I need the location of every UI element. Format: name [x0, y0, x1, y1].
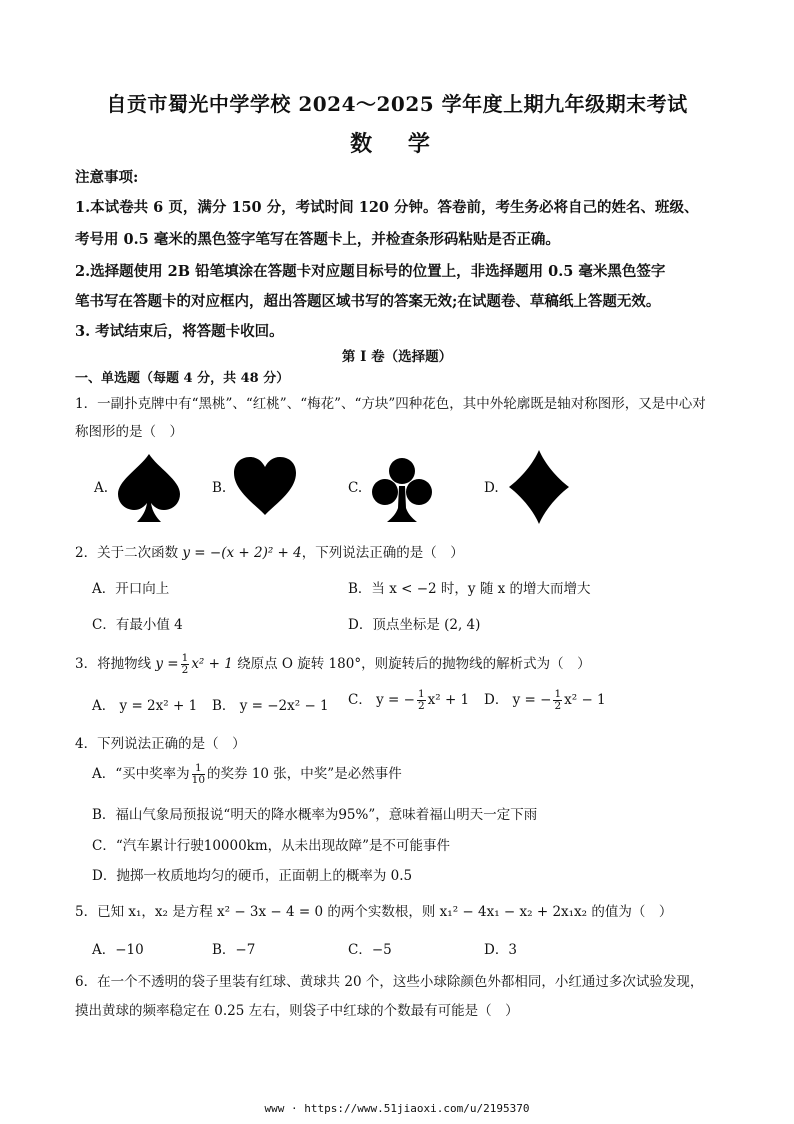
- section-title: 第 I 卷（选择题）: [341, 349, 453, 365]
- q3-option-c-fraction: [417, 689, 426, 712]
- q3-option-d-post: x² − 1: [564, 692, 606, 708]
- q2-option-d: D．顶点坐标是 (2, 4): [348, 617, 481, 633]
- q3-option-c-num: 1: [417, 688, 425, 700]
- q4-option-a: [92, 762, 402, 786]
- q3-option-d-pre: D． y = −: [484, 692, 552, 708]
- q1-line-1: 1．一副扑克牌中有“黑桃”、“红桃”、“梅花”、“方块”四种花色，其中外轮廓既是轴对称图形，又是中心对: [75, 396, 706, 412]
- q5-option-c: C．−5: [348, 942, 392, 958]
- q3-option-c-post: x² + 1: [427, 692, 470, 708]
- q3-fraction: [181, 653, 190, 676]
- club-icon: [370, 456, 434, 524]
- q3-option-b: B． y = −2x² − 1: [212, 698, 329, 714]
- diamond-icon: [507, 448, 571, 526]
- q3-option-c-pre: C． y = −: [348, 692, 415, 708]
- q4-option-a-pre: A．“买中奖率为: [92, 766, 190, 782]
- q4-option-b: B．福山气象局预报说“明天的降水概率为95%”，意味着福山明天一定下雨: [92, 807, 538, 823]
- q4-option-a-post: 的奖券 10 张，中奖”是必然事件: [207, 766, 402, 782]
- q1-option-a-label: A.: [94, 480, 109, 496]
- q2-stem-tail: ，下列说法正确的是（ ）: [301, 545, 464, 561]
- q3-stem: [75, 652, 591, 676]
- q6-line-1: 6．在一个不透明的袋子里装有红球、黄球共 20 个，这些小球除颜色外都相同，小红通过多次试验发现，: [75, 974, 704, 990]
- q4-option-a-num: 1: [192, 763, 205, 775]
- notice-line-5: 3. 考试结束后，将答题卡收回。: [75, 323, 284, 340]
- footer-watermark-url[interactable]: www · https://www.51jiaoxi.com/u/2195370: [264, 1102, 530, 1115]
- q4-stem: 4．下列说法正确的是（ ）: [75, 736, 246, 752]
- q1-option-c-label: C.: [348, 480, 363, 496]
- q6-line-2: 摸出黄球的频率稳定在 0.25 左右，则袋子中红球的个数最有可能是（ ）: [75, 1003, 519, 1019]
- q4-option-d: D．抛掷一枚质地均匀的硬币，正面朝上的概率为 0.5: [92, 868, 413, 884]
- q3-fraction-num: 1: [181, 652, 189, 664]
- exam-title: 自贡市蜀光中学学校 2024～2025 学年度上期九年级期末考试: [106, 92, 688, 116]
- q3-formula-lhs: y =: [155, 656, 179, 672]
- q3-option-c-den: 2: [417, 700, 425, 712]
- q2-stem: [75, 541, 464, 561]
- notice-heading: 注意事项:: [75, 169, 139, 186]
- spade-icon: [116, 452, 182, 524]
- part-title: 一、单选题（每题 4 分，共 48 分）: [75, 371, 290, 386]
- q2-formula: y = −(x + 2)² + 4: [182, 545, 302, 561]
- q3-option-d: [484, 688, 606, 712]
- q5-stem: 5．已知 x₁，x₂ 是方程 x² − 3x − 4 = 0 的两个实数根，则 x₁² − 4x₁ − x₂ + 2x₁x₂ 的值为（ ）: [75, 904, 673, 920]
- q2-stem-text: 2．关于二次函数: [75, 545, 183, 561]
- q4-option-c: C．“汽车累计行驶10000km，从未出现故障”是不可能事件: [92, 838, 451, 854]
- q4-option-a-den: 10: [191, 774, 206, 786]
- notice-line-3: 2.选择题使用 2B 铅笔填涂在答题卡对应题目标号的位置上，非选择题用 0.5 毫米黑色签字: [75, 263, 666, 280]
- q3-formula-rhs: x² + 1: [191, 656, 233, 672]
- notice-line-4: 笔书写在答题卡的对应框内，超出答题区域书写的答案无效;在试题卷、草稿纸上答题无效。: [75, 293, 661, 310]
- q3-option-a: A． y = 2x² + 1: [92, 698, 198, 714]
- subject-title: 数 学: [350, 131, 444, 157]
- q2-option-b: B．当 x < −2 时，y 随 x 的增大而增大: [348, 581, 591, 597]
- q2-option-c: C．有最小值 4: [92, 617, 183, 633]
- q3-stem-tail: 绕原点 O 旋转 180°，则旋转后的抛物线的解析式为（ ）: [232, 656, 591, 672]
- q3-option-d-den: 2: [554, 700, 562, 712]
- q5-option-d: D．3: [484, 942, 517, 958]
- q4-option-a-fraction: [192, 763, 205, 786]
- q5-option-b: B．−7: [212, 942, 256, 958]
- q3-option-d-num: 1: [554, 688, 562, 700]
- q2-option-a: A．开口向上: [92, 581, 170, 597]
- q3-option-d-fraction: [553, 689, 562, 712]
- notice-line-1: 1.本试卷共 6 页，满分 150 分，考试时间 120 分钟。答卷前，考生务必将自己的姓名、班级、: [75, 199, 699, 216]
- q5-option-a: A．−10: [92, 942, 144, 958]
- notice-line-2: 考号用 0.5 毫米的黑色签字笔写在答题卡上，并检查条形码粘贴是否正确。: [75, 231, 560, 248]
- q3-stem-text: 3．将抛物线: [75, 656, 156, 672]
- heart-icon: [232, 455, 298, 517]
- q3-option-c: [348, 688, 469, 712]
- q3-fraction-den: 2: [181, 664, 189, 676]
- q1-option-d-label: D.: [484, 480, 499, 496]
- q1-line-2: 称图形的是（ ）: [75, 424, 183, 440]
- q1-option-b-label: B.: [212, 480, 227, 496]
